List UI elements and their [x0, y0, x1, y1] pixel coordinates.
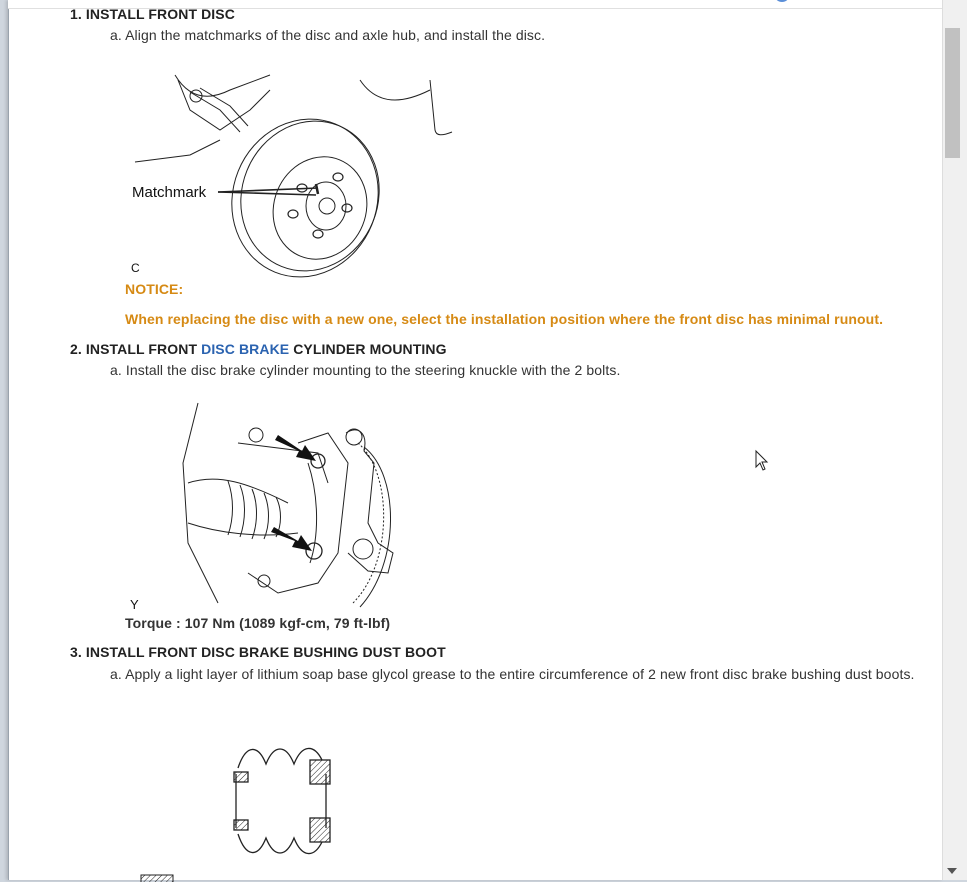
step-3-number: 3. — [70, 644, 82, 660]
legend-swatch-icon — [140, 874, 174, 882]
disc-brake-link[interactable]: DISC BRAKE — [201, 341, 290, 357]
step-1-title: INSTALL FRONT DISC — [85, 6, 235, 22]
step-2-heading — [70, 341, 447, 358]
step-1-substep: a. Align the matchmarks of the disc and axle hub, and install the disc. — [110, 27, 546, 43]
vertical-scrollbar[interactable] — [942, 0, 967, 880]
step-1-heading — [70, 6, 235, 23]
notice-label: NOTICE: — [125, 281, 184, 297]
cylinder-mounting-illustration — [178, 403, 408, 608]
torque-spec: Torque : 107 Nm (1089 kgf-cm, 79 ft-lbf) — [125, 615, 391, 631]
step-1-number: 1. — [70, 6, 82, 22]
scrollbar-thumb[interactable] — [945, 28, 960, 158]
scroll-down-icon[interactable] — [947, 868, 957, 874]
mouse-pointer-icon — [755, 450, 769, 472]
step-2-substep: a. Install the disc brake cylinder mounting to the steering knuckle with the 2 bolts. — [110, 362, 621, 378]
figure-code-y: Y — [130, 597, 139, 612]
step-3-heading — [70, 644, 446, 661]
matchmark-callout: Matchmark — [132, 184, 207, 201]
step-2-title-post: CYLINDER MOUNTING — [289, 341, 447, 357]
figure-code-c: C — [131, 261, 140, 275]
toolbar-button-icon[interactable] — [774, 0, 790, 2]
step-3-substep: a. Apply a light layer of lithium soap base glycol grease to the entire circumference of 2 new front disc brake bushing dust boots. — [110, 666, 915, 682]
notice-text: When replacing the disc with a new one, select the installation position where the front disc has minimal runout. — [125, 311, 884, 327]
step-2-number: 2. — [70, 341, 82, 357]
step-2-title-pre: INSTALL FRONT — [85, 341, 202, 357]
step-3-title: INSTALL FRONT DISC BRAKE BUSHING DUST BOOT — [85, 644, 446, 660]
disc-install-illustration — [130, 70, 470, 280]
dust-boot-illustration — [232, 748, 337, 854]
